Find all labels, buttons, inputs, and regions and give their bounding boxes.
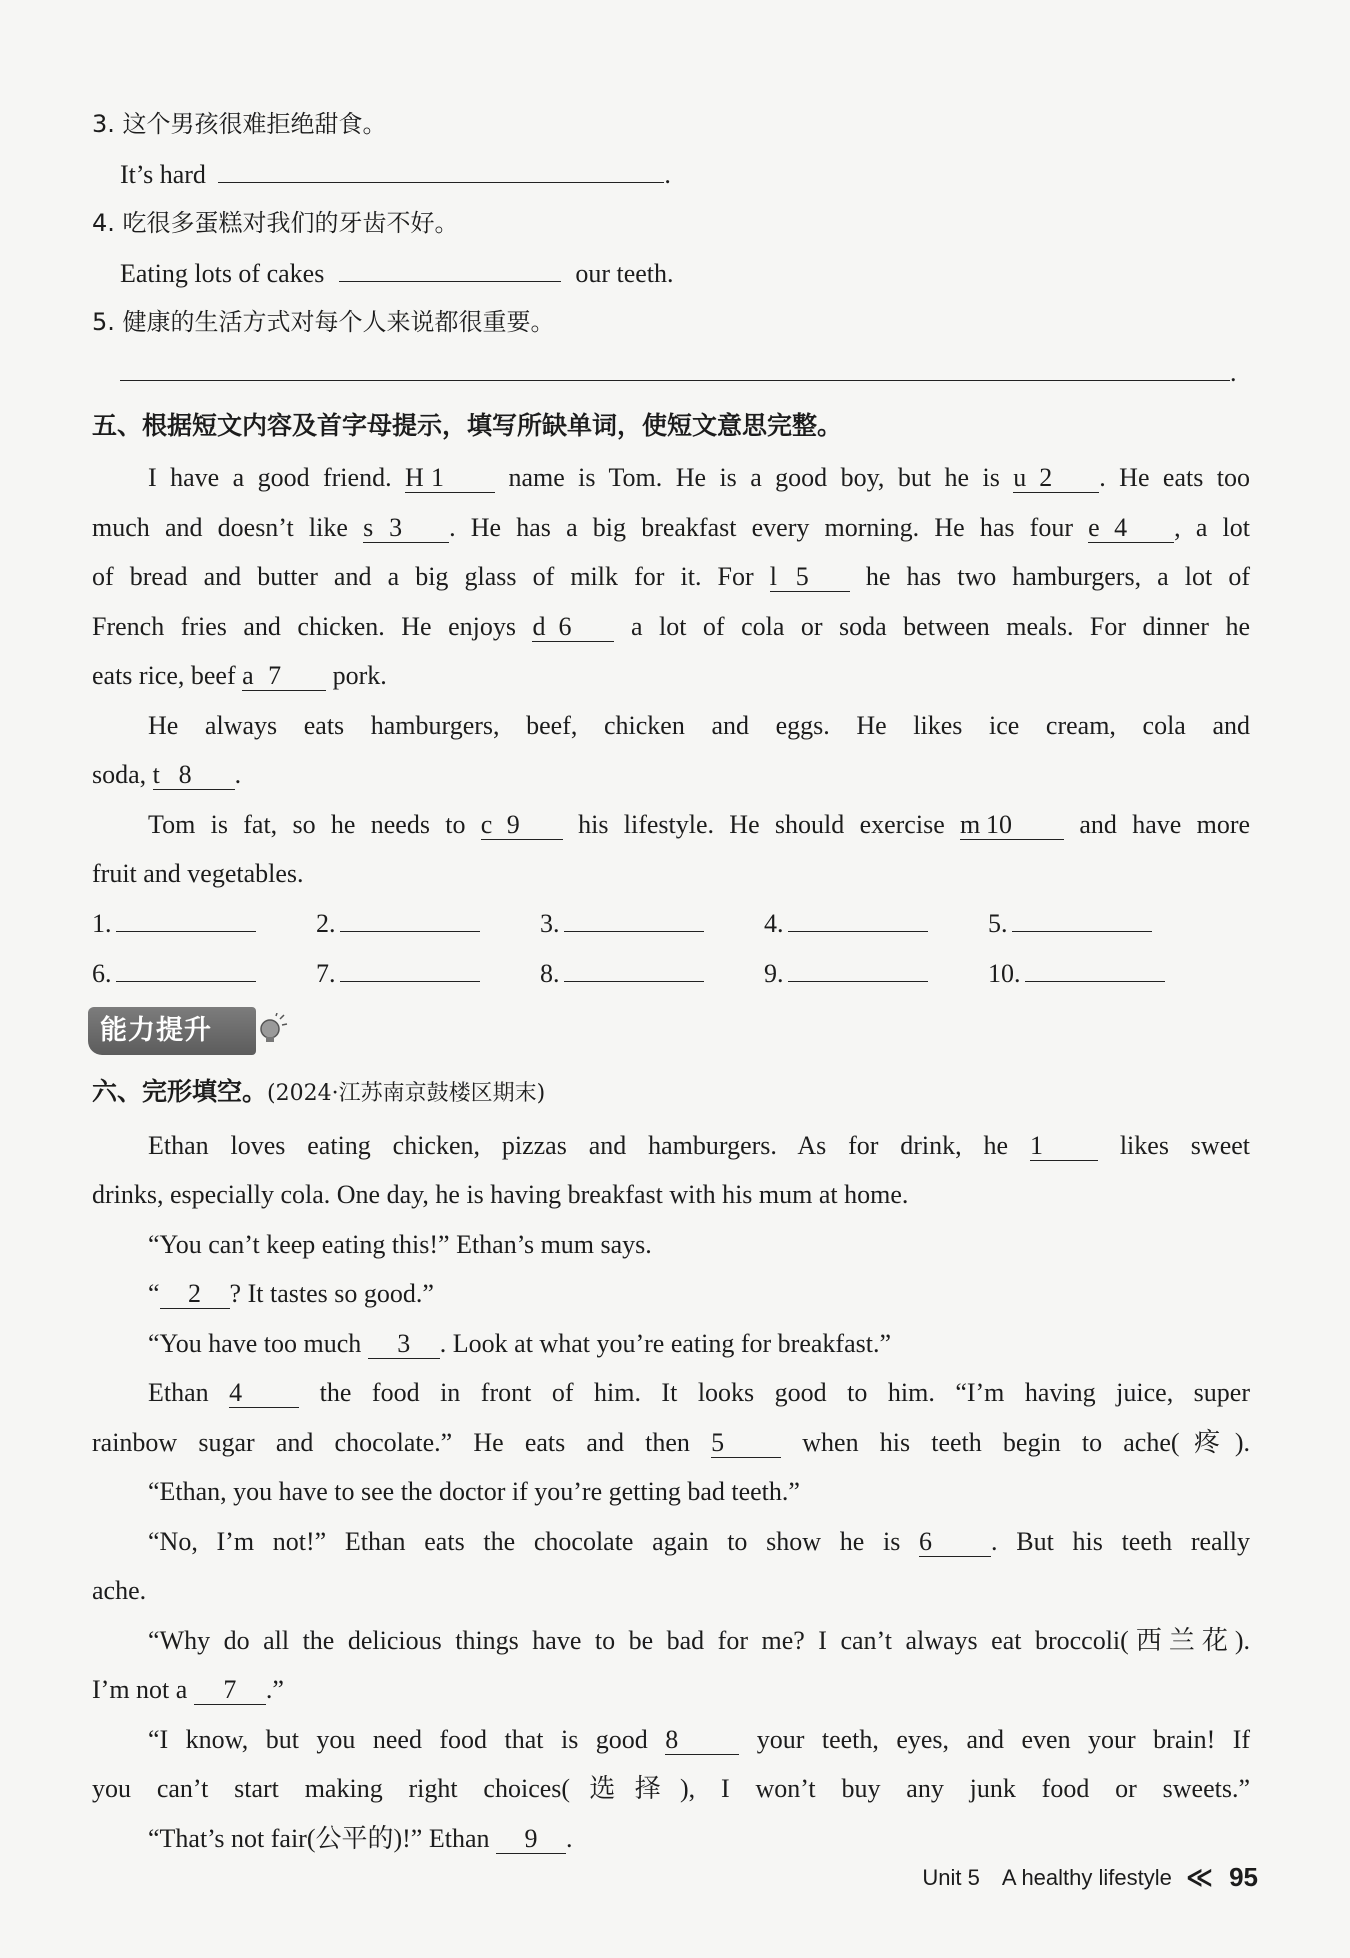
s5-p2-line1: He always eats hamburgers, beef, chicken and eggs. He likes ice cream, cola and: [148, 710, 1250, 740]
s6-line2: drinks, especially cola. One day, he is having breakfast with his mum at home.: [92, 1180, 909, 1209]
page-number: 95: [1229, 1862, 1258, 1892]
answer-cell[interactable]: 7.: [316, 949, 540, 999]
s5-text: French fries and chicken. He enjoys: [92, 611, 516, 641]
s5-text: .: [234, 760, 242, 789]
blank-10[interactable]: m 10: [960, 811, 1064, 840]
answer-row-2: [92, 949, 1250, 999]
blank-6[interactable]: d 6: [532, 613, 614, 642]
banner-label: 能力提升: [88, 1007, 256, 1055]
s5-p3-line1: [92, 800, 1250, 850]
s5-p2-line2: [92, 750, 1250, 800]
s6-line6: Ethan 4 the food in front of him. It looks good to him. “I’m having juice, super: [148, 1378, 1251, 1407]
s6-line13: “I know, but you need food that is good 8 your teeth, eyes, and even your brain! If: [148, 1724, 1251, 1754]
footer-unit: Unit 5: [922, 1864, 980, 1890]
cloze-blank-5[interactable]: 5: [711, 1429, 781, 1458]
s6-line7: rainbow sugar and chocolate.” He eats and then 5 when his teeth begin to ache(疼).: [92, 1427, 1251, 1457]
q4-prompt-a: Eating lots of cakes: [120, 258, 325, 288]
blank-5[interactable]: l 5: [770, 563, 850, 592]
q3-english: [92, 150, 1250, 200]
page-footer: [922, 1862, 1258, 1893]
q3-answer-blank[interactable]: [218, 152, 664, 183]
cloze-blank-3[interactable]: 3: [368, 1330, 440, 1359]
chevron-left-icon: ≪: [1185, 1862, 1214, 1892]
cloze-blank-8[interactable]: 8: [665, 1726, 739, 1755]
answer-cell[interactable]: 8.: [540, 949, 764, 999]
cloze-blank-1[interactable]: 1: [1030, 1132, 1098, 1161]
s5-p3-line2: fruit and vegetables.: [92, 859, 304, 888]
q4-answer-blank[interactable]: [339, 251, 561, 282]
blank-3[interactable]: s 3: [363, 514, 449, 543]
cloze-blank-2[interactable]: 2: [160, 1280, 230, 1309]
s5-text: . He has a big breakfast every morning. He has four: [449, 512, 1073, 542]
answer-cell[interactable]: 1.: [92, 899, 316, 949]
q3-prompt: It’s hard: [120, 159, 206, 189]
s6-line11: “Why do all the delicious things have to be bad for me? I can’t always eat broccoli(西兰花).: [148, 1625, 1250, 1655]
s5-text: I have a good friend.: [148, 463, 406, 492]
s5-p1-line4: [92, 602, 1250, 652]
q4-chinese: 4. 吃很多蛋糕对我们的牙齿不好。: [92, 209, 459, 237]
ability-banner: [88, 1005, 298, 1061]
cloze-blank-4[interactable]: 4: [229, 1379, 299, 1408]
cloze-blank-9[interactable]: 9: [496, 1825, 566, 1854]
answer-cell[interactable]: 10.: [988, 949, 1212, 999]
blank-7[interactable]: a 7: [242, 662, 326, 691]
s5-text: of bread and butter and a big glass of milk for it. For: [92, 562, 754, 591]
q4-english: [92, 249, 1250, 299]
s6-line12: I’m not a 7 .”: [92, 1675, 284, 1704]
answer-cell[interactable]: 4.: [764, 899, 988, 949]
s5-text: Tom is fat, so he needs to: [148, 809, 466, 839]
q5-answer-blank[interactable]: [120, 350, 1230, 381]
q5-chinese: 5. 健康的生活方式对每个人来说都很重要。: [92, 308, 555, 336]
q5-end: .: [1230, 357, 1237, 387]
s6-line3: “You can’t keep eating this!” Ethan’s mum says.: [148, 1229, 652, 1259]
s5-text: his lifestyle. He should exercise: [578, 809, 945, 839]
s6-line8: “Ethan, you have to see the doctor if you’re getting bad teeth.”: [148, 1477, 800, 1506]
blank-9[interactable]: c 9: [481, 811, 563, 840]
section5-heading: 五、根据短文内容及首字母提示，填写所缺单词，使短文意思完整。: [92, 411, 843, 440]
s5-text: and have more: [1079, 809, 1251, 839]
answer-row-1: [92, 899, 1250, 949]
q5-english: [92, 348, 1250, 398]
section6-source: (2024·江苏南京鼓楼区期末): [267, 1080, 546, 1106]
s5-text: pork.: [332, 661, 387, 690]
answer-cell[interactable]: 2.: [316, 899, 540, 949]
blank-1[interactable]: H 1: [405, 464, 495, 493]
cloze-blank-6[interactable]: 6: [919, 1528, 991, 1557]
section6-heading: 六、完形填空。(2024·江苏南京鼓楼区期末): [92, 1076, 546, 1106]
answer-cell[interactable]: 5.: [988, 899, 1212, 949]
s6-line4: “ 2 ? It tastes so good.”: [148, 1279, 434, 1308]
s5-text: name is Tom. He is a good boy, but he is: [495, 463, 1014, 492]
s5-p1-line5: [92, 651, 1250, 701]
s6-line10: ache.: [92, 1576, 147, 1605]
footer-title: A healthy lifestyle: [1001, 1864, 1172, 1890]
lightbulb-icon: [258, 1013, 288, 1047]
blank-4[interactable]: e 4: [1088, 514, 1174, 543]
cloze-blank-7[interactable]: 7: [194, 1676, 266, 1705]
q3-end: .: [664, 159, 671, 189]
s5-p1-line3: [92, 552, 1250, 602]
answer-cell[interactable]: 9.: [764, 949, 988, 999]
answer-cell[interactable]: 6.: [92, 949, 316, 999]
s6-line5: “You have too much 3 . Look at what you’re eating for breakfast.”: [148, 1328, 891, 1358]
s5-text: much and doesn’t like: [92, 512, 348, 542]
s5-text: soda,: [92, 760, 147, 789]
s6-line9: “No, I’m not!” Ethan eats the chocolate again to show he is 6 . But his teeth really: [148, 1526, 1251, 1556]
s6-line15: “That’s not fair(公平的)!” Ethan 9 .: [148, 1823, 573, 1853]
q3-chinese: 3. 这个男孩很难拒绝甜食。: [92, 110, 387, 138]
blank-2[interactable]: u 2: [1013, 464, 1099, 493]
answer-cell[interactable]: 3.: [540, 899, 764, 949]
q4-prompt-b: our teeth.: [575, 258, 674, 288]
s5-p1-line2: [92, 503, 1250, 553]
blank-8[interactable]: t 8: [153, 761, 235, 790]
s6-line14: you can’t start making right choices(选择), I won’t buy any junk food or sweets.”: [92, 1774, 1250, 1803]
s5-text: . He eats too: [1099, 463, 1250, 492]
s6-line1: Ethan loves eating chicken, pizzas and hamburgers. As for drink, he 1 likes sweet: [148, 1130, 1251, 1160]
s5-p1-line1: [92, 453, 1250, 503]
s5-text: eats rice, beef: [92, 661, 236, 690]
s5-text: a lot of cola or soda between meals. For dinner he: [630, 611, 1251, 641]
s5-text: , a lot: [1174, 512, 1251, 542]
s5-text: he has two hamburgers, a lot of: [865, 562, 1250, 591]
